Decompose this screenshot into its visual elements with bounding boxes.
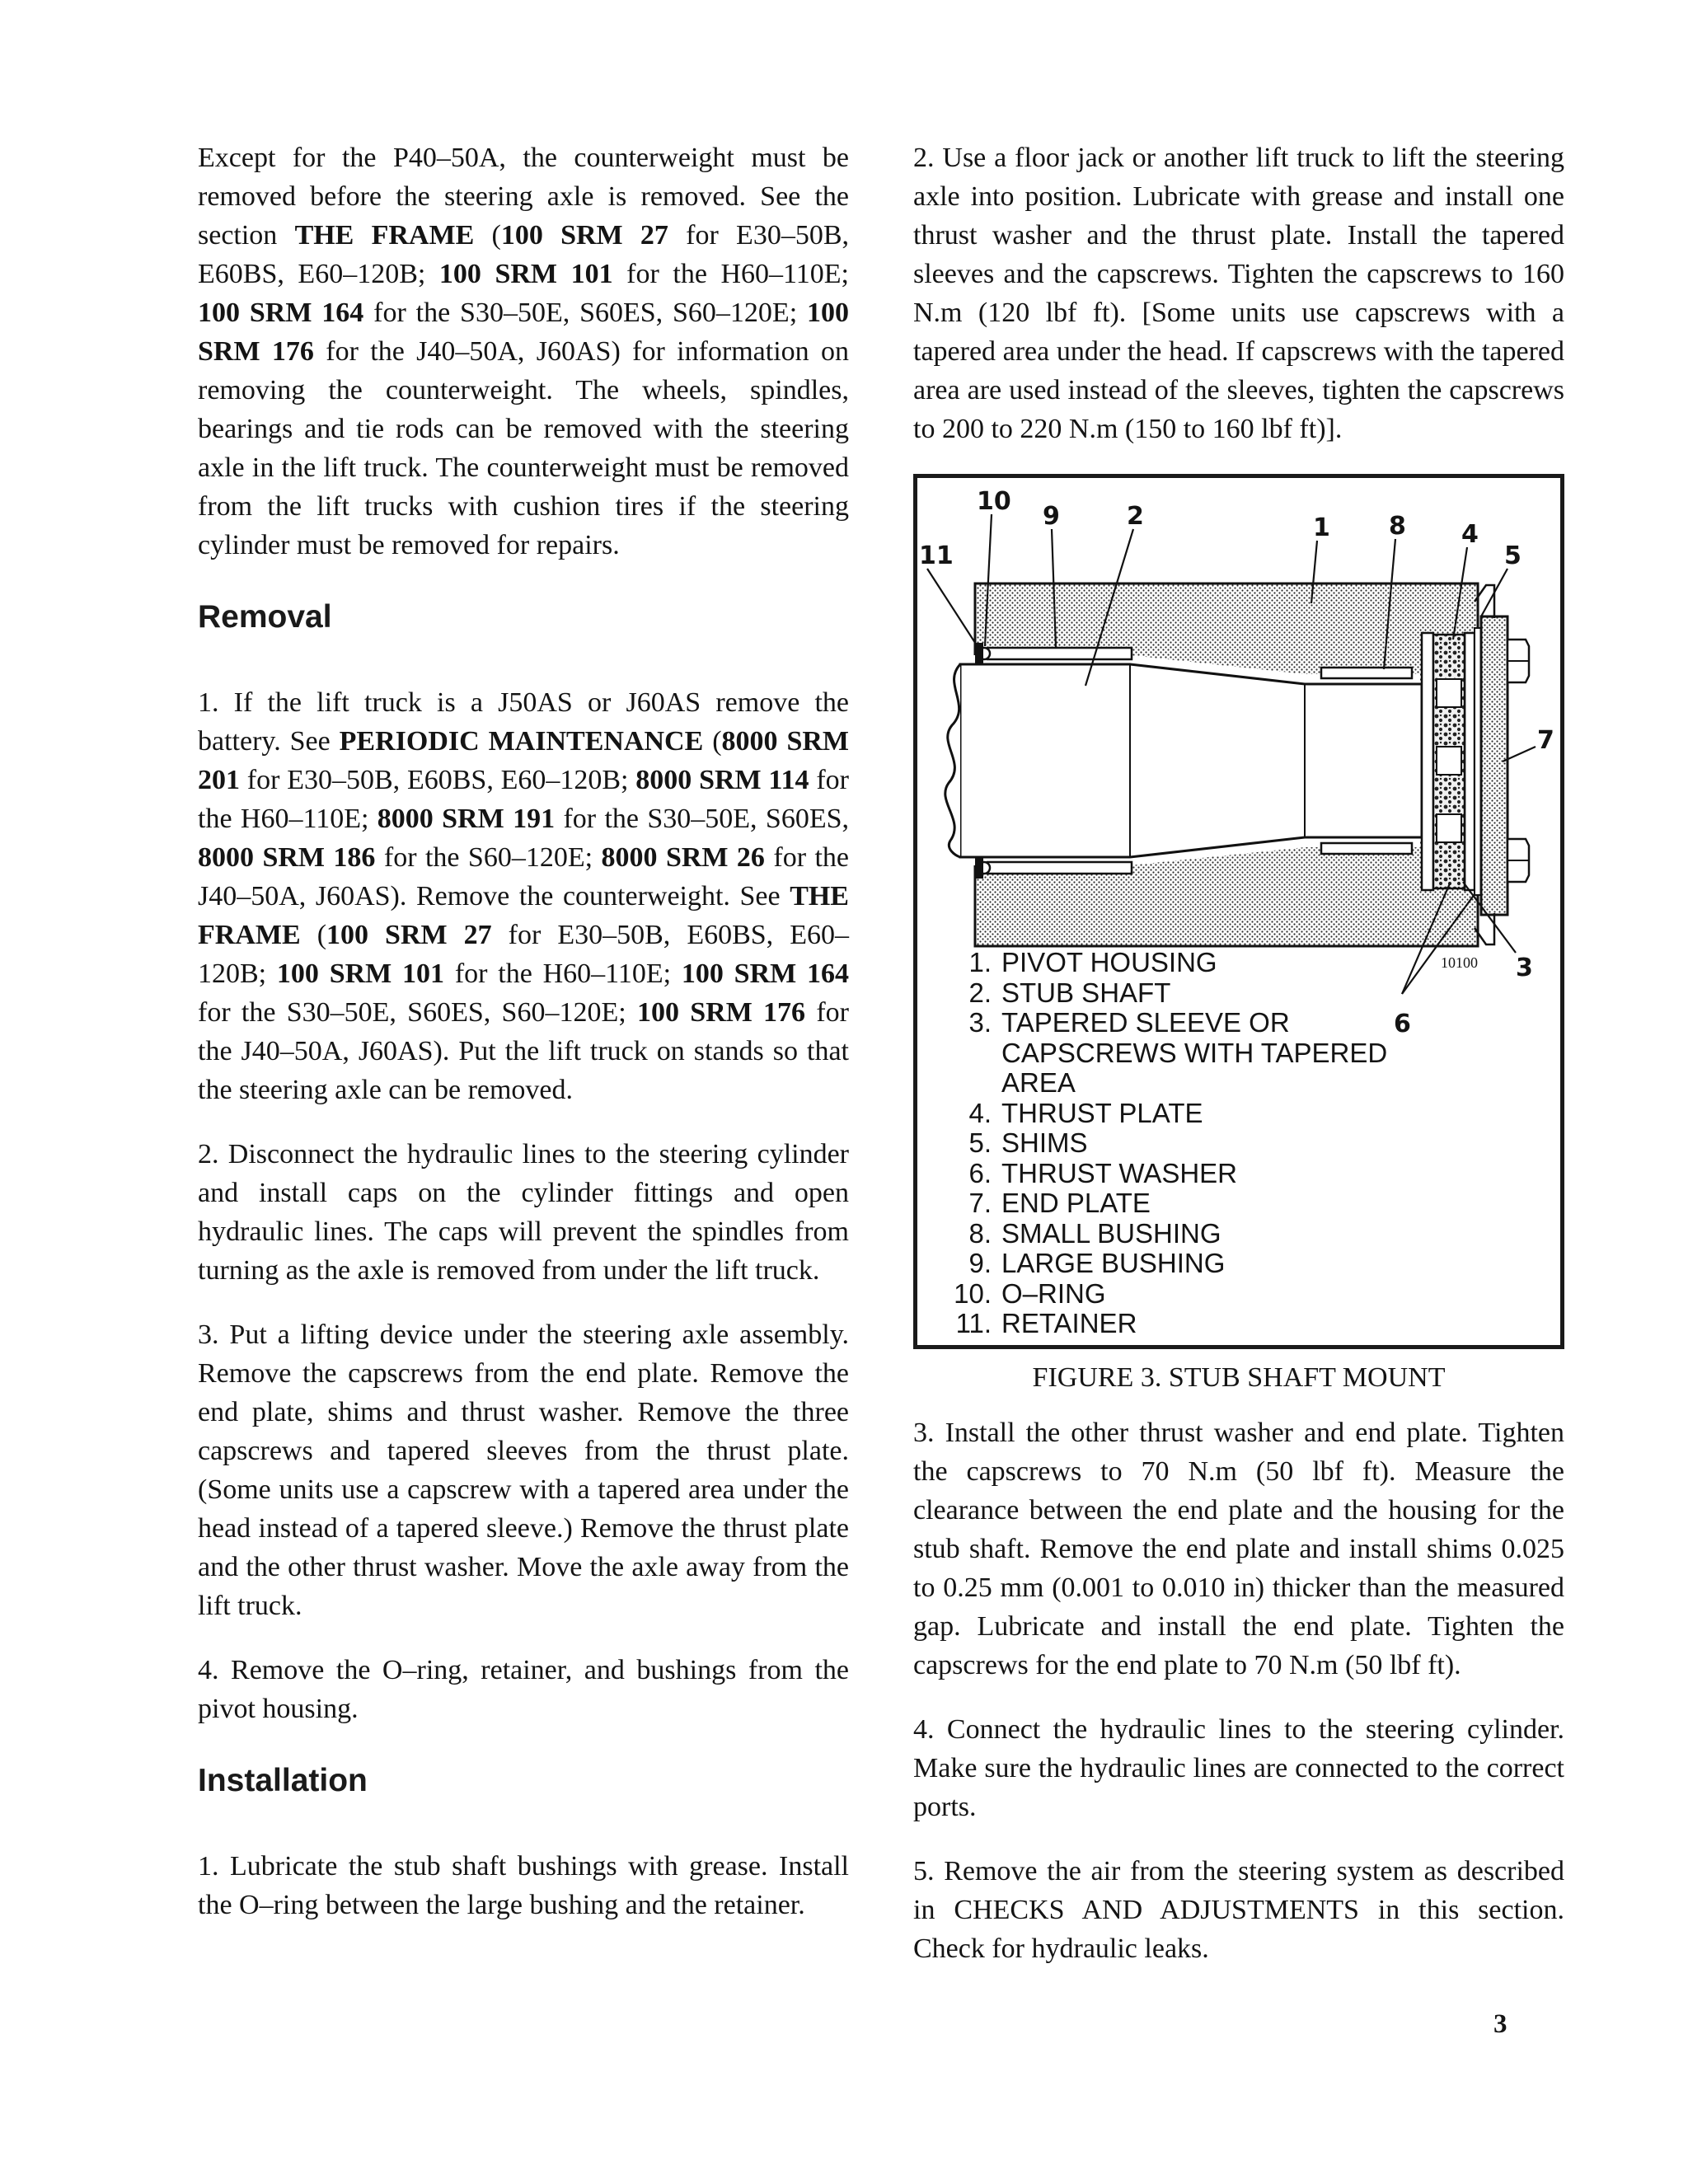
part-number: 7. (968, 1188, 992, 1218)
part-label: RETAINER (1001, 1308, 1137, 1338)
part-label: LARGE BUSHING (1001, 1248, 1226, 1278)
parts-list-item (945, 978, 1389, 1009)
text-run: for the H60–110E; (444, 958, 682, 989)
stub-shaft (945, 664, 1422, 857)
part-label: STUB SHAFT (1001, 977, 1171, 1008)
installation-step-3 (913, 1413, 1564, 1685)
text-run: for the H60–110E; (612, 259, 849, 289)
parts-list-item (945, 1249, 1389, 1279)
removal-heading: Removal (198, 599, 332, 635)
parts-list-item (945, 1099, 1389, 1129)
bold-reference: 8000 SRM 186 (198, 842, 376, 873)
removal-step-1 (198, 683, 849, 1109)
bold-reference: 8000 SRM 201 (198, 726, 849, 795)
bold-reference: 8000 SRM 191 (377, 804, 556, 834)
bold-reference: 8000 SRM 114 (635, 765, 809, 795)
part-label: THRUST PLATE (1001, 1097, 1203, 1128)
parts-list (945, 948, 1389, 1339)
right-column (913, 138, 1564, 1994)
installation-step-1 (198, 1847, 849, 1924)
parts-list-item (945, 1219, 1389, 1249)
callout-4: 4 (1461, 520, 1479, 549)
installation-step-5 (913, 1852, 1564, 1968)
callout-11: 11 (919, 541, 954, 570)
text-run: 1. Lubricate the stub shaft bushings with grease. Install the O–ring between the large bushing and the retainer. (198, 1851, 849, 1920)
callout-8: 8 (1389, 512, 1406, 541)
text-run: 4. Remove the O–ring, retainer, and bushings from the pivot housing. (198, 1655, 849, 1724)
part-label: SHIMS (1001, 1127, 1088, 1158)
text-run: 4. Connect the hydraulic lines to the steering cylinder. Make sure the hydraulic lines are connected to the correct ports. (913, 1714, 1564, 1822)
part-number: 10. (954, 1277, 992, 1309)
part-number: 8. (968, 1217, 992, 1249)
bold-reference: 8000 SRM 26 (601, 842, 765, 873)
text-run: for the S30–50E, S60ES, (555, 804, 849, 834)
text-run: Except for the P40–50A, the counterweight must be removed before the steering axle is removed. See the section (198, 143, 849, 251)
text-run: ( (300, 920, 327, 950)
bold-reference: 100 SRM 27 (500, 220, 668, 251)
callout-9: 9 (1043, 502, 1060, 531)
text-run: for the J40–50A, J60AS) for information on removing the counterweight. The wheels, spindles, bearings and tie rods can be removed with the steering axle in the lift truck. The counterweight must be removed from the lift trucks with cushion tires if the steering cylinder must be removed for repairs. (198, 336, 849, 560)
intro-paragraph (198, 138, 849, 565)
text-run: ( (703, 726, 722, 757)
text-run: 2. Use a floor jack or another lift truck to lift the steering axle into position. Lubricate with grease and install one thrust washer and the thrust plate. Install the tapered sleeves and the capscrews. Tighten the capscrews to 160 N.m (120 lbf ft). [Some units use capscrews with a tapered area under the head. If capscrews with the tapered area are used instead of the sleeves, tighten the capscrews to 200 to 220 N.m (150 to 160 lbf ft)]. (913, 143, 1564, 444)
bold-reference: 100 SRM 176 (636, 997, 806, 1028)
part-number: 2. (968, 977, 992, 1008)
text-run: for E30–50B, E60BS, E60–120B; (240, 765, 636, 795)
part-label: SMALL BUSHING (1001, 1217, 1221, 1249)
callout-1: 1 (1313, 513, 1330, 542)
part-number: 1. (968, 947, 992, 977)
part-label: O–RING (1001, 1277, 1106, 1309)
callout-7: 7 (1537, 726, 1554, 755)
left-column (198, 138, 849, 1950)
text-run: for the J40–50A, J60AS). Remove the counterweight. See (198, 842, 849, 912)
part-number: 9. (968, 1248, 992, 1278)
parts-list-item (945, 1159, 1389, 1189)
figure-caption: FIGURE 3. STUB SHAFT MOUNT (1032, 1362, 1446, 1393)
bold-reference: PERIODIC MAINTENANCE (339, 726, 704, 757)
thrust-plate (1433, 635, 1465, 888)
text-run: for the S60–120E; (375, 842, 602, 873)
callout-2: 2 (1127, 502, 1144, 531)
text-run: 3. Install the other thrust washer and end plate. Tighten the capscrews to 70 N.m (50 lbf ft). Measure the clearance between the end plate and the housing for the stub shaft. Remove the end plate and install shims 0.025 to 0.25 mm (0.001 to 0.010 in) thicker than the measured gap. Lubricate and install the end plate. Tighten the capscrews for the end plate to 70 N.m (50 lbf ft). (913, 1418, 1564, 1680)
callout-5: 5 (1504, 541, 1522, 570)
parts-list-item (945, 1128, 1389, 1159)
text-run: for E30–50B, E60BS, E60–120B; (198, 220, 849, 289)
text-run: ( (474, 220, 501, 251)
text-run: 3. Put a lifting device under the steering axle assembly. Remove the capscrews from the end plate. Remove the end plate, shims and thrust washer. Remove the three capscrews and tapered sleeves from the thrust plate. (Some units use a capscrew with a tapered area under the head instead of a tapered sleeve.) Remove the thrust plate and the other thrust washer. Move the axle away from the lift truck. (198, 1319, 849, 1621)
bold-reference: THE FRAME (294, 220, 475, 251)
installation-step-4 (913, 1710, 1564, 1826)
text-run: 2. Disconnect the hydraulic lines to the steering cylinder and install caps on the cylinder fittings and open hydraulic lines. The caps will prevent the spindles from turning as the axle is removed from under the lift truck. (198, 1139, 849, 1286)
parts-list-item (945, 1188, 1389, 1219)
text-run: for the S30–50E, S60ES, S60–120E; (198, 997, 637, 1028)
bold-reference: 100 SRM 101 (276, 958, 445, 989)
parts-list-item (945, 948, 1389, 978)
part-label: PIVOT HOUSING (1001, 947, 1217, 977)
parts-list-item (945, 1008, 1389, 1099)
part-number: 5. (968, 1127, 992, 1158)
figure-3-stub-shaft-mount (913, 474, 1564, 1349)
text-run: 5. Remove the air from the steering system as described in CHECKS AND ADJUSTMENTS in this section. Check for hydraulic leaks. (913, 1856, 1564, 1964)
text-run: for E30–50B, E60BS, E60–120B; (198, 920, 849, 989)
part-label: END PLATE (1001, 1188, 1151, 1218)
part-number: 4. (968, 1097, 992, 1128)
end-plate-capscrews (1507, 640, 1529, 882)
callout-3: 3 (1516, 954, 1533, 982)
bold-reference: THE FRAME (198, 881, 849, 950)
text-run: for the J40–50A, J60AS). Put the lift truck on stands so that the steering axle can be removed. (198, 997, 849, 1105)
removal-step-2 (198, 1135, 849, 1290)
removal-step-3 (198, 1315, 849, 1625)
part-label: TAPERED SLEEVE OR CAPSCREWS WITH TAPERED AREA (1001, 1007, 1388, 1098)
parts-list-item (945, 1279, 1389, 1310)
text-run: for the S30–50E, S60ES, S60–120E; (363, 298, 807, 328)
installation-step-2 (913, 138, 1564, 448)
bold-reference: 100 SRM 164 (198, 298, 364, 328)
bold-reference: 100 SRM 164 (681, 958, 849, 989)
bold-reference: 100 SRM 176 (198, 298, 849, 367)
removal-step-4 (198, 1651, 849, 1728)
part-number: 11. (955, 1308, 992, 1338)
figure-reference-code: 10100 (1441, 954, 1478, 971)
parts-list-item (945, 1309, 1389, 1339)
bold-reference: 100 SRM 27 (326, 920, 492, 950)
part-number: 3. (968, 1007, 992, 1038)
part-label: THRUST WASHER (1001, 1157, 1238, 1188)
text-run: for the H60–110E; (198, 765, 849, 834)
page-number: 3 (1493, 2009, 1507, 2039)
callout-6: 6 (1394, 1010, 1411, 1038)
installation-heading: Installation (198, 1763, 368, 1798)
bold-reference: 100 SRM 101 (438, 259, 613, 289)
callout-10: 10 (977, 487, 1011, 516)
part-number: 6. (968, 1157, 992, 1188)
text-run: 1. If the lift truck is a J50AS or J60AS remove the battery. See (198, 687, 849, 757)
